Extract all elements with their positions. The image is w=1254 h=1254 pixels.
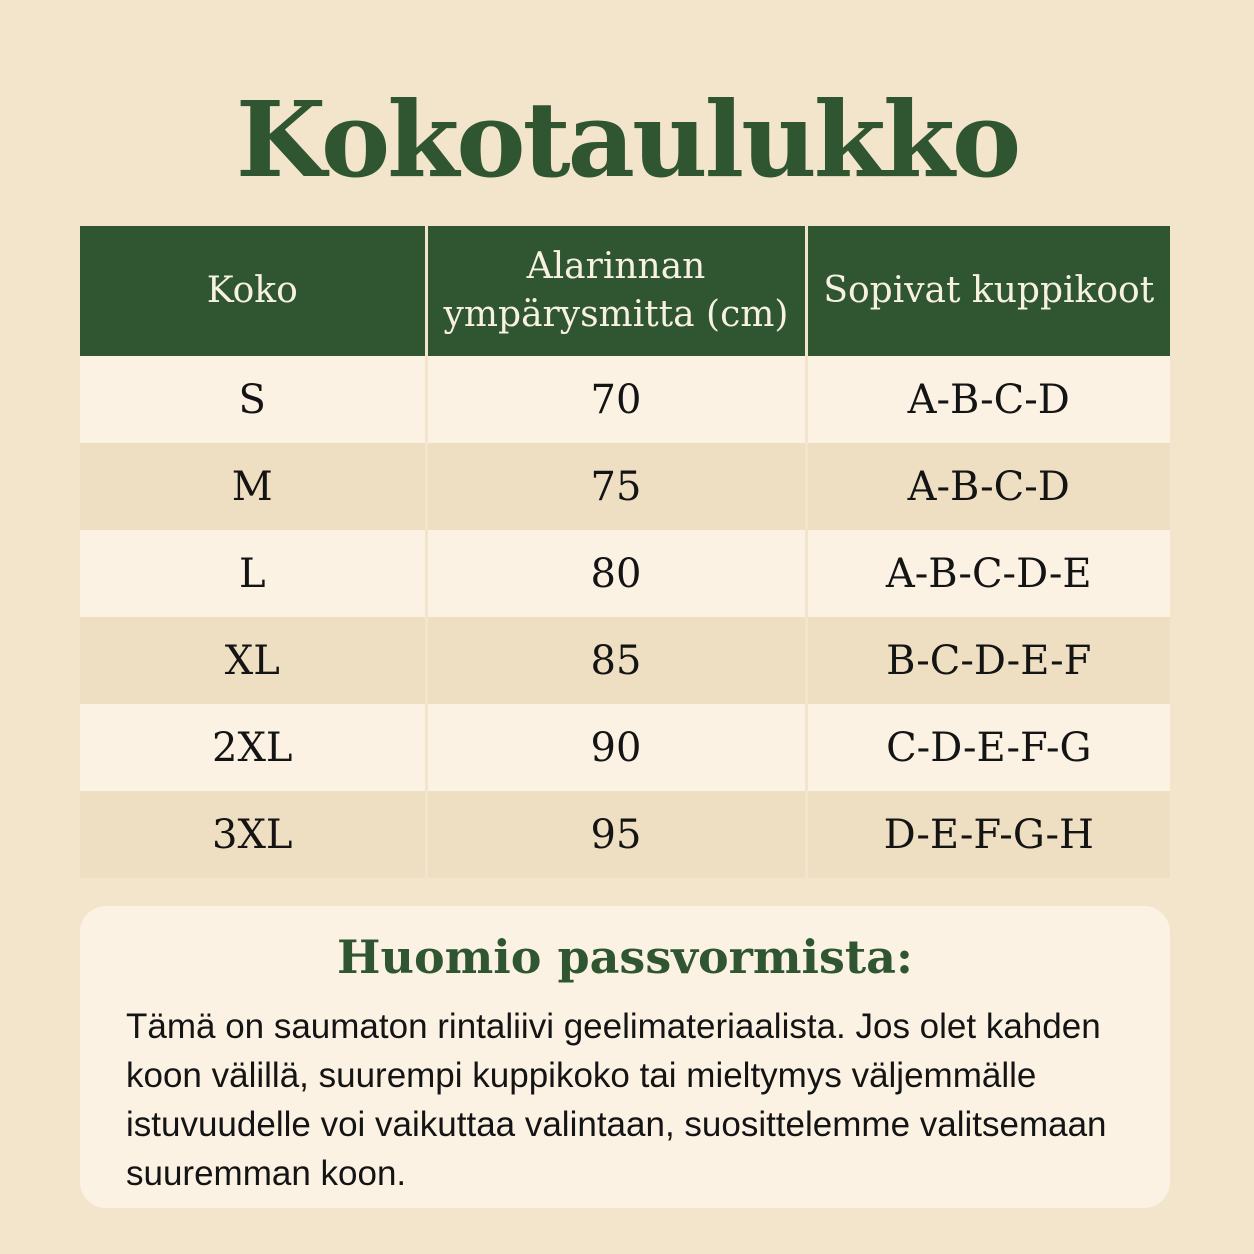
size-table-header — [80, 226, 1170, 356]
size-cell: XL — [80, 617, 426, 704]
header-row — [80, 226, 1170, 356]
size-table-body — [80, 356, 1170, 878]
size-cell: S — [80, 356, 426, 443]
table-row — [80, 530, 1170, 617]
fit-note-text: Tämä on saumaton rintaliivi geelimateriaalista. Jos olet kahden koon välillä, suurempi kuppikoko tai mieltymys väljemmälle istuvuudelle voi vaikuttaa valintaan, suosittelemme valitsemaan suuremman koon. — [126, 1007, 1107, 1193]
header-size: Koko — [80, 226, 426, 356]
page-title: Kokotaulukko — [235, 78, 1019, 201]
table-row — [80, 791, 1170, 878]
table-row — [80, 443, 1170, 530]
underbust-cell: 80 — [426, 530, 806, 617]
header-underbust: Alarinnan ympärysmitta (cm) — [426, 226, 806, 356]
table-row — [80, 356, 1170, 443]
cup-sizes-cell: A-B-C-D — [806, 356, 1170, 443]
underbust-cell: 70 — [426, 356, 806, 443]
size-cell: M — [80, 443, 426, 530]
cup-sizes-cell: A-B-C-D-E — [806, 530, 1170, 617]
table-row — [80, 704, 1170, 791]
cup-sizes-cell: B-C-D-E-F — [806, 617, 1170, 704]
header-cup-sizes: Sopivat kuppikoot — [806, 226, 1170, 356]
size-cell: 3XL — [80, 791, 426, 878]
size-cell: 2XL — [80, 704, 426, 791]
underbust-cell: 85 — [426, 617, 806, 704]
cup-sizes-cell: C-D-E-F-G — [806, 704, 1170, 791]
fit-note-title: Huomio passvormista: — [337, 930, 913, 984]
size-cell: L — [80, 530, 426, 617]
table-row — [80, 617, 1170, 704]
cup-sizes-cell: A-B-C-D — [806, 443, 1170, 530]
fit-note-box — [80, 906, 1170, 1208]
underbust-cell: 75 — [426, 443, 806, 530]
size-table — [80, 226, 1170, 878]
underbust-cell: 90 — [426, 704, 806, 791]
cup-sizes-cell: D-E-F-G-H — [806, 791, 1170, 878]
underbust-cell: 95 — [426, 791, 806, 878]
